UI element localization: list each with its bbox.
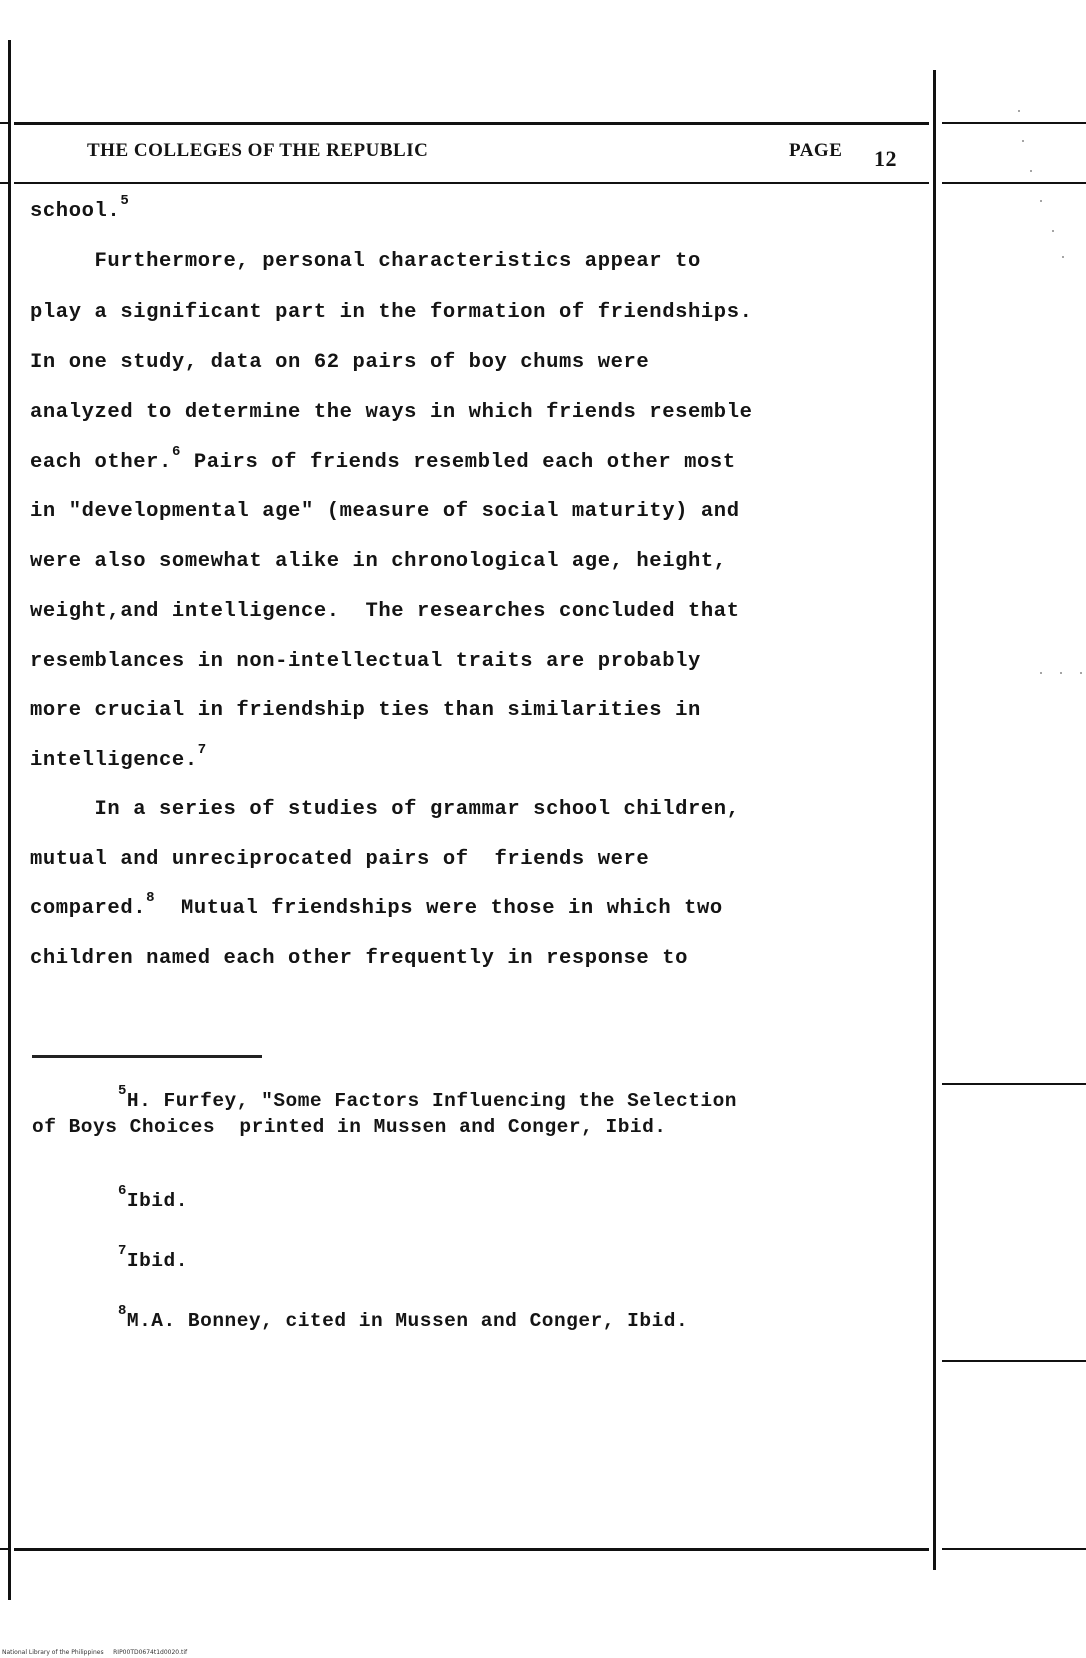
footnote-7: $^7$Ibid.: [118, 1243, 188, 1272]
margin-rule-2: [942, 182, 1086, 184]
footnote-separator: [32, 1055, 262, 1058]
page-number: 12: [874, 146, 897, 171]
text-line: In one study, data on 62 pairs of boy chums were: [30, 351, 650, 374]
margin-speck: [1062, 256, 1064, 258]
text-line: mutual and unreciprocated pairs of friends were: [30, 848, 650, 871]
margin-speck: [1022, 140, 1024, 142]
bottom-rule: [14, 1548, 929, 1551]
text-line: intelligence.$^7$: [30, 742, 207, 772]
page-label: PAGE: [789, 140, 843, 161]
margin-rule-bottom: [942, 1548, 1086, 1550]
text-line: in "developmental age" (measure of social maturity) and: [30, 500, 740, 523]
footnote-5-continued: of Boys Choices printed in Mussen and Conger, Ibid.: [32, 1116, 667, 1138]
margin-speck: [1040, 200, 1042, 202]
text-line: compared.$^8$ Mutual friendships were those in which two: [30, 890, 723, 920]
footnote-8: $^8$M.A. Bonney, cited in Mussen and Conger, Ibid.: [118, 1303, 689, 1332]
margin-rule-3: [942, 1083, 1086, 1085]
scan-footer: National Library of the Philippines RIP00TD0674t1d0020.tif: [2, 1649, 188, 1656]
margin-rule-4: [942, 1360, 1086, 1362]
text-line: Furthermore, personal characteristics appear to: [30, 250, 701, 273]
text-line: more crucial in friendship ties than similarities in: [30, 699, 701, 722]
text-line: In a series of studies of grammar school children,: [30, 798, 740, 821]
running-title: THE COLLEGES OF THE REPUBLIC: [87, 140, 429, 161]
footnote-ref: 7: [197, 742, 207, 758]
text-line: weight,and intelligence. The researches concluded that: [30, 600, 740, 623]
margin-speck: [1030, 170, 1032, 172]
text-line: analyzed to determine the ways in which friends resemble: [30, 401, 753, 424]
left-tick-bottom: [0, 1548, 8, 1550]
text-line: children named each other frequently in response to: [30, 947, 689, 970]
margin-rule-top: [942, 122, 1086, 124]
header-bottom-rule: [14, 182, 929, 184]
footnote-ref: 8: [146, 890, 156, 906]
margin-speck: [1052, 230, 1054, 232]
margin-speck: [1080, 672, 1082, 674]
left-tick-top: [0, 122, 8, 124]
margin-speck: [1060, 672, 1062, 674]
margin-speck: [1018, 110, 1020, 112]
footnote-5: $^5$H. Furfey, "Some Factors Influencing the Selection: [118, 1083, 738, 1112]
footnote-6: $^6$Ibid.: [118, 1183, 188, 1212]
top-rule: [14, 122, 929, 125]
footnote-ref: 5: [120, 193, 130, 209]
text-line: school.$^5$: [30, 193, 130, 223]
left-tick-mid: [0, 182, 8, 184]
text-line: were also somewhat alike in chronological age, height,: [30, 550, 727, 573]
left-border-rule: [8, 40, 11, 1600]
text-line: each other.$^6$ Pairs of friends resembled each other most: [30, 444, 736, 474]
text-line: resemblances in non-intellectual traits are probably: [30, 650, 701, 673]
text-line: play a significant part in the formation of friendships.: [30, 301, 753, 324]
right-border-rule: [933, 70, 936, 1570]
margin-speck: [1040, 672, 1042, 674]
footnote-ref: 6: [171, 444, 181, 460]
